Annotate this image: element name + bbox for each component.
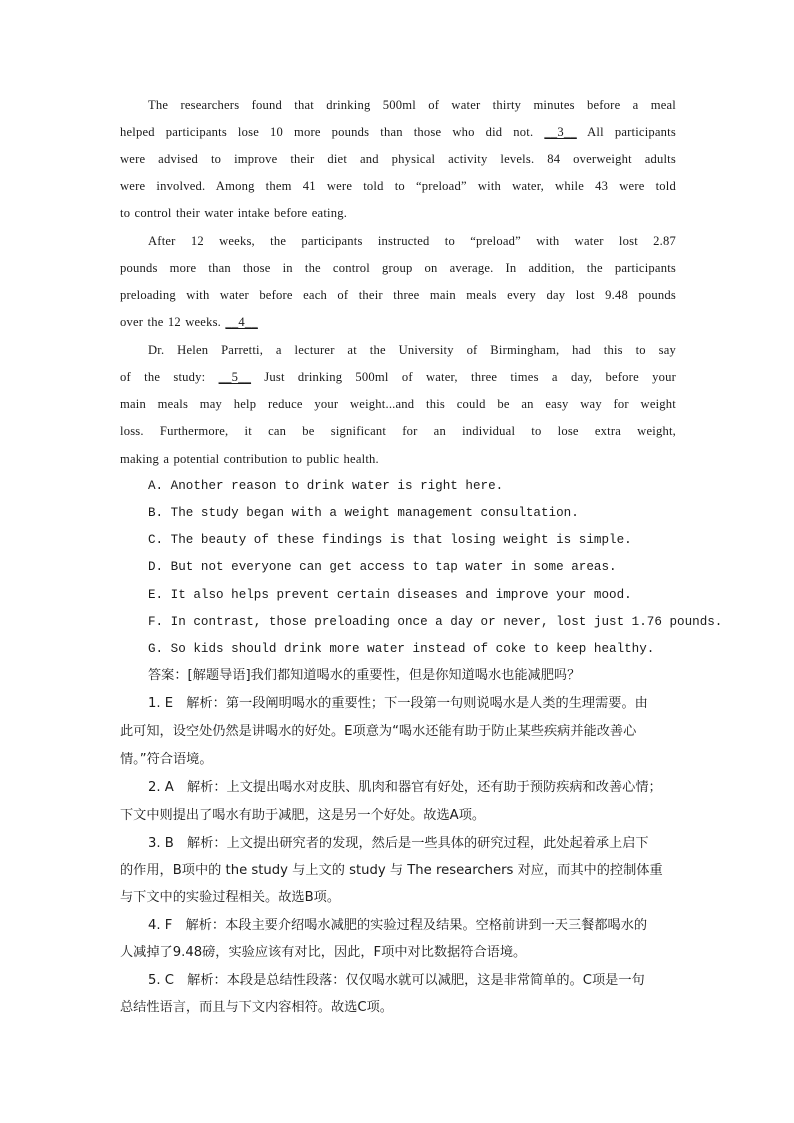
passage-line: preloading with water before each of their three main meals every day lost 9.48 pounds xyxy=(120,288,676,302)
passage-line: The researchers found that drinking 500ml of water thirty minutes before a meal xyxy=(148,98,676,112)
passage-line: to control their water intake before eating. xyxy=(120,206,348,220)
passage-line: pounds more than those in the control group on average. In addition, the participants xyxy=(120,261,676,275)
answer-4-line: 4. F 解析：本段主要介绍喝水减肥的实验过程及结果。空格前讲到一天三餐都喝水的 xyxy=(148,918,648,933)
blank-3: __3__ xyxy=(544,125,577,139)
blank-5: __5__ xyxy=(218,370,252,384)
answer-3-line: 与下文中的实验过程相关。故选B项。 xyxy=(120,890,341,905)
passage-text: Just drinking 500ml of water, three times a day, before your xyxy=(264,370,676,384)
passage-text: helped participants lose 10 more pounds than those who did not. xyxy=(120,125,534,139)
passage-line: loss. Furthermore, it can be significant for an individual to lose extra weight, xyxy=(120,424,676,438)
passage-line: were advised to improve their diet and physical activity levels. 84 overweight adults xyxy=(120,152,676,166)
passage-line: Dr. Helen Parretti, a lecturer at the University of Birmingham, had this to say xyxy=(148,343,676,357)
passage-text: All participants xyxy=(587,125,676,139)
option-g: G. So kids should drink more water instead of coke to keep healthy. xyxy=(148,642,655,656)
passage-text: of the study: xyxy=(120,370,206,384)
option-d: D. But not everyone can get access to tap water in some areas. xyxy=(148,560,617,574)
answer-1-line: 此可知，设空处仍然是讲喝水的好处。E项意为“喝水还能有助于防止某些疾病并能改善心 xyxy=(120,724,637,739)
option-a: A. Another reason to drink water is right here. xyxy=(148,479,504,493)
answer-4-line: 人减掉了9.48磅，实验应该有对比，因此，F项中对比数据符合语境。 xyxy=(120,945,527,960)
option-e: E. It also helps prevent certain diseases and improve your mood. xyxy=(148,588,632,602)
option-b: B. The study began with a weight management consultation. xyxy=(148,506,579,520)
passage-line xyxy=(120,364,676,391)
answer-1-line: 1. E 解析：第一段阐明喝水的重要性；下一段第一句则说喝水是人类的生理需要。由 xyxy=(148,696,648,711)
blank-4: __4__ xyxy=(225,315,258,329)
answer-3-line: 的作用，B项中的 the study 与上文的 study 与 The researchers 对应，而其中的控制体重 xyxy=(120,863,663,878)
answer-header: 答案：[解题导语]我们都知道喝水的重要性，但是你知道喝水也能减肥吗？ xyxy=(148,668,581,683)
passage-line: making a potential contribution to public health. xyxy=(120,452,379,466)
answer-2-line: 2. A 解析：上文提出喝水对皮肤、肌肉和器官有好处，还有助于预防疾病和改善心情； xyxy=(148,780,662,795)
passage-line: After 12 weeks, the participants instructed to “preload” with water lost 2.87 xyxy=(148,234,676,248)
passage-line xyxy=(120,119,676,146)
answer-1-line: 情。”符合语境。 xyxy=(120,752,213,767)
answer-5-line: 总结性语言，而且与下文内容相符。故选C项。 xyxy=(120,1000,393,1015)
answer-5-line: 5. C 解析：本段是总结性段落：仅仅喝水就可以减肥，这是非常简单的。C项是一句 xyxy=(148,973,645,988)
answer-2-line: 下文中则提出了喝水有助于减肥，这是另一个好处。故选A项。 xyxy=(120,808,486,823)
answer-3-line: 3. B 解析：上文提出研究者的发现，然后是一些具体的研究过程，此处起着承上启下 xyxy=(148,836,649,851)
passage-line: main meals may help reduce your weight...and this could be an easy way for weight xyxy=(120,397,676,411)
passage-text: over the 12 weeks. xyxy=(120,315,222,329)
passage-line xyxy=(120,309,676,336)
option-f: F. In contrast, those preloading once a day or never, lost just 1.76 pounds. xyxy=(148,615,723,629)
passage-line: were involved. Among them 41 were told to “preload” with water, while 43 were told xyxy=(120,179,676,193)
option-c: C. The beauty of these findings is that losing weight is simple. xyxy=(148,533,632,547)
